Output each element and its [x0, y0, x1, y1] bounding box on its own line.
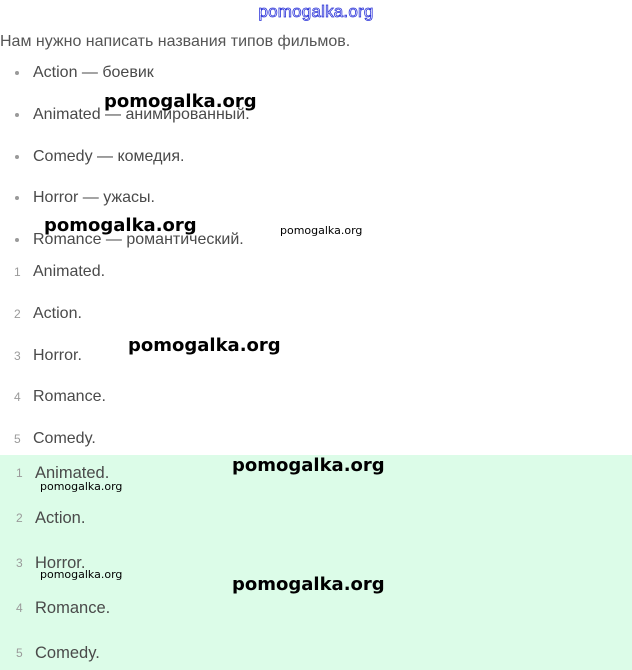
watermark: pomogalka.org — [128, 335, 281, 356]
item-number: 2 — [16, 511, 23, 525]
bullet-icon — [15, 155, 19, 159]
item-number: 3 — [14, 349, 21, 363]
intro-text: Нам нужно написать названия типов фильмов. — [0, 33, 351, 50]
watermark: pomogalka.org — [44, 215, 197, 236]
bullet-icon — [15, 113, 19, 117]
watermark: pomogalka.org — [40, 480, 123, 493]
item-number: 1 — [16, 466, 23, 480]
bullet-icon — [15, 196, 19, 200]
item-number: 4 — [16, 601, 23, 615]
header-watermark: pomogalka.org — [258, 2, 374, 21]
item-number: 3 — [16, 556, 23, 570]
watermark: pomogalka.org — [280, 224, 363, 237]
item-number: 2 — [14, 307, 21, 321]
item-number: 5 — [14, 432, 21, 446]
bullet-icon — [15, 71, 19, 75]
item-number: 4 — [14, 390, 21, 404]
watermark: pomogalka.org — [104, 91, 257, 112]
watermark: pomogalka.org — [40, 568, 123, 581]
item-number: 5 — [16, 646, 23, 660]
watermark: pomogalka.org — [232, 455, 385, 476]
item-number: 1 — [14, 265, 21, 279]
bullet-icon — [15, 238, 19, 242]
watermark: pomogalka.org — [232, 574, 385, 595]
